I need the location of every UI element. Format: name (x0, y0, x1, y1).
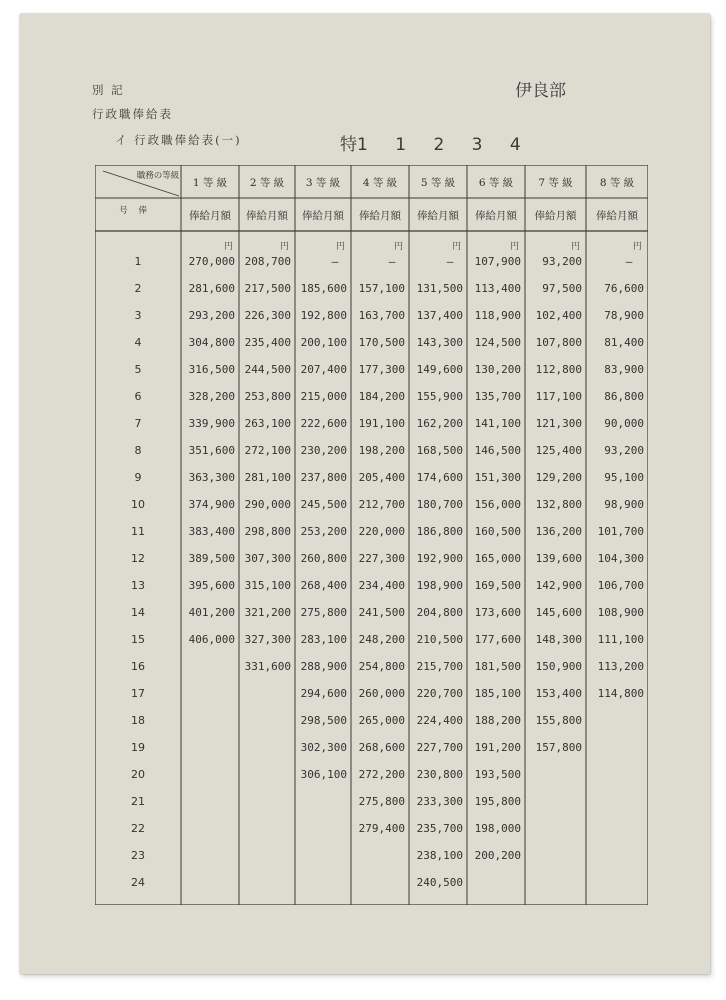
salary-cell: 125,400 (535, 444, 582, 457)
monthly-salary-header-1: 俸給月額 (189, 210, 231, 222)
step-number: 3 (134, 309, 142, 322)
monthly-salary-header-2: 俸給月額 (246, 210, 288, 222)
monthly-salary-header-5: 俸給月額 (417, 210, 459, 222)
salary-cell: 114,800 (597, 687, 644, 700)
salary-cell: 401,200 (188, 606, 235, 619)
salary-cell: 241,500 (358, 606, 405, 619)
salary-cell: 248,200 (358, 633, 405, 646)
salary-cell: 117,100 (535, 390, 582, 403)
salary-cell: 191,100 (358, 417, 405, 430)
salary-cell: 244,500 (244, 363, 291, 376)
salary-cell: 208,700 (244, 255, 291, 268)
salary-cell: 272,100 (244, 444, 291, 457)
salary-cell: 207,400 (300, 363, 347, 376)
salary-cell: 143,300 (416, 336, 463, 349)
salary-cell: 275,800 (300, 606, 347, 619)
salary-cell: 108,900 (597, 606, 644, 619)
yen-unit-label: 円 (393, 242, 403, 252)
salary-cell: 383,400 (188, 525, 235, 538)
salary-cell: 104,300 (597, 552, 644, 565)
salary-cell: 195,800 (474, 795, 521, 808)
salary-cell: 226,300 (244, 309, 291, 322)
salary-cell: 185,600 (300, 282, 347, 295)
salary-cell: 121,300 (535, 417, 582, 430)
salary-cell: 351,600 (188, 444, 235, 457)
step-number: 5 (134, 363, 142, 376)
step-number: 10 (131, 498, 145, 511)
monthly-salary-header-6: 俸給月額 (475, 210, 517, 222)
salary-cell: 102,400 (535, 309, 582, 322)
step-number: 20 (131, 768, 145, 781)
salary-cell: 235,400 (244, 336, 291, 349)
salary-cell: 294,600 (300, 687, 347, 700)
step-number: 6 (134, 390, 142, 403)
salary-cell: 149,600 (416, 363, 463, 376)
salary-cell: 234,400 (358, 579, 405, 592)
monthly-salary-header-3: 俸給月額 (302, 210, 344, 222)
salary-cell: 237,800 (300, 471, 347, 484)
salary-cell: 118,900 (474, 309, 521, 322)
salary-cell: 148,300 (535, 633, 582, 646)
grade-corner-label: 職務の等級 (136, 171, 180, 181)
salary-cell: 157,800 (535, 741, 582, 754)
salary-cell: 86,800 (604, 390, 644, 403)
salary-cell: 124,500 (474, 336, 521, 349)
salary-cell: 155,900 (416, 390, 463, 403)
salary-cell: 198,000 (474, 822, 521, 835)
salary-cell: 205,400 (358, 471, 405, 484)
salary-cell: 78,900 (604, 309, 644, 322)
salary-cell: 113,400 (474, 282, 521, 295)
salary-cell: 302,300 (300, 741, 347, 754)
salary-cell: 165,000 (474, 552, 521, 565)
salary-cell: 374,900 (188, 498, 235, 511)
salary-cell: 270,000 (188, 255, 235, 268)
salary-cell: 363,300 (188, 471, 235, 484)
grade-header-7: 7 等 級 (538, 177, 573, 189)
salary-cell: 186,800 (416, 525, 463, 538)
salary-cell: 406,000 (188, 633, 235, 646)
salary-cell: 145,600 (535, 606, 582, 619)
salary-cell: 177,300 (358, 363, 405, 376)
salary-cell: 76,600 (604, 282, 644, 295)
salary-cell: 298,800 (244, 525, 291, 538)
salary-cell: 307,300 (244, 552, 291, 565)
handwritten-note: 伊良部 (515, 81, 566, 101)
salary-cell: 137,400 (416, 309, 463, 322)
salary-cell: 130,200 (474, 363, 521, 376)
salary-cell: 191,200 (474, 741, 521, 754)
salary-cell: 316,500 (188, 363, 235, 376)
salary-cell: 98,900 (604, 498, 644, 511)
salary-cell: 331,600 (244, 660, 291, 673)
grade-header-3: 3 等 級 (305, 177, 341, 189)
salary-cell: 306,100 (300, 768, 347, 781)
step-number: 24 (131, 876, 145, 889)
step-number: 11 (131, 525, 145, 538)
salary-cell: 217,500 (244, 282, 291, 295)
salary-cell: 253,800 (244, 390, 291, 403)
salary-cell: 200,100 (300, 336, 347, 349)
salary-cell: 101,700 (597, 525, 644, 538)
salary-cell: 281,100 (244, 471, 291, 484)
salary-cell: 193,500 (474, 768, 521, 781)
step-number: 22 (131, 822, 145, 835)
salary-cell: 215,700 (416, 660, 463, 673)
annex-label: 別 記 (92, 83, 125, 97)
salary-cell: 112,800 (535, 363, 582, 376)
grade-header-6: 6 等 級 (478, 177, 514, 189)
salary-cell: 111,100 (597, 633, 644, 646)
salary-cell: 265,000 (358, 714, 405, 727)
yen-unit-label: 円 (279, 242, 289, 252)
salary-cell: 212,700 (358, 498, 405, 511)
salary-cell: 260,800 (300, 552, 347, 565)
salary-table (95, 165, 648, 905)
salary-cell: 233,300 (416, 795, 463, 808)
salary-cell: 107,800 (535, 336, 582, 349)
grade-header-2: 2 等 級 (249, 177, 285, 189)
step-number: 7 (134, 417, 142, 430)
salary-cell: 139,600 (535, 552, 582, 565)
salary-cell: 106,700 (597, 579, 644, 592)
salary-cell: 160,500 (474, 525, 521, 538)
step-number: 23 (131, 849, 145, 862)
salary-cell: 157,100 (358, 282, 405, 295)
salary-cell: 222,600 (300, 417, 347, 430)
salary-cell: 339,900 (188, 417, 235, 430)
salary-cell: 215,000 (300, 390, 347, 403)
salary-cell: 142,900 (535, 579, 582, 592)
salary-cell: 238,100 (416, 849, 463, 862)
paper-sheet (20, 14, 710, 974)
yen-unit-label: 円 (335, 242, 345, 252)
step-number: 2 (134, 282, 142, 295)
salary-cell: 169,500 (474, 579, 521, 592)
salary-cell: 395,600 (188, 579, 235, 592)
grade-header-1: 1 等 級 (192, 177, 228, 189)
salary-cell: 135,700 (474, 390, 521, 403)
salary-cell: 288,900 (300, 660, 347, 673)
salary-cell: 184,200 (358, 390, 405, 403)
table-title: イ 行政職俸給表(一) (115, 133, 242, 147)
salary-cell: 150,900 (535, 660, 582, 673)
step-number: 1 (134, 255, 142, 268)
salary-cell: 220,700 (416, 687, 463, 700)
salary-cell: 93,200 (542, 255, 582, 268)
salary-cell: 188,200 (474, 714, 521, 727)
salary-cell: 268,600 (358, 741, 405, 754)
salary-cell: 321,200 (244, 606, 291, 619)
salary-cell: 173,600 (474, 606, 521, 619)
salary-cell: 298,500 (300, 714, 347, 727)
salary-cell: 198,900 (416, 579, 463, 592)
salary-cell: 254,800 (358, 660, 405, 673)
salary-cell: 304,800 (188, 336, 235, 349)
salary-cell: 132,800 (535, 498, 582, 511)
step-number: 12 (131, 552, 145, 565)
salary-cell: 227,300 (358, 552, 405, 565)
salary-cell: 93,200 (604, 444, 644, 457)
salary-cell: 227,700 (416, 741, 463, 754)
salary-cell: 141,100 (474, 417, 521, 430)
yen-unit-label: 円 (632, 242, 642, 252)
salary-cell: — (388, 255, 396, 268)
step-number: 14 (131, 606, 145, 619)
salary-cell: 90,000 (604, 417, 644, 430)
salary-cell: 156,000 (474, 498, 521, 511)
salary-cell: 230,200 (300, 444, 347, 457)
grade-header-8: 8 等 級 (599, 177, 635, 189)
salary-cell: 235,700 (416, 822, 463, 835)
salary-cell: 170,500 (358, 336, 405, 349)
salary-cell: 192,900 (416, 552, 463, 565)
step-number: 8 (134, 444, 142, 457)
salary-cell: 180,700 (416, 498, 463, 511)
table-group-title: 行政職俸給表 (92, 107, 173, 121)
salary-cell: 181,500 (474, 660, 521, 673)
salary-cell: 275,800 (358, 795, 405, 808)
step-number: 16 (131, 660, 145, 673)
step-number: 17 (131, 687, 145, 700)
salary-cell: 177,600 (474, 633, 521, 646)
salary-cell: 389,500 (188, 552, 235, 565)
salary-cell: 328,200 (188, 390, 235, 403)
salary-cell: 83,900 (604, 363, 644, 376)
salary-cell: 204,800 (416, 606, 463, 619)
yen-unit-label: 円 (451, 242, 461, 252)
salary-cell: 129,200 (535, 471, 582, 484)
salary-cell: 185,100 (474, 687, 521, 700)
salary-cell: 113,200 (597, 660, 644, 673)
salary-cell: 153,400 (535, 687, 582, 700)
salary-cell: 253,200 (300, 525, 347, 538)
salary-cell: 210,500 (416, 633, 463, 646)
salary-cell: 192,800 (300, 309, 347, 322)
salary-cell: — (446, 255, 454, 268)
yen-unit-label: 円 (570, 242, 580, 252)
salary-cell: 162,200 (416, 417, 463, 430)
salary-cell: 95,100 (604, 471, 644, 484)
salary-cell: 107,900 (474, 255, 521, 268)
handwritten-grade-notes: 特1 1 2 3 4 (340, 135, 521, 155)
salary-cell: 315,100 (244, 579, 291, 592)
yen-unit-label: 円 (223, 242, 233, 252)
salary-cell: 283,100 (300, 633, 347, 646)
salary-cell: 279,400 (358, 822, 405, 835)
salary-cell: 136,200 (535, 525, 582, 538)
salary-cell: 168,500 (416, 444, 463, 457)
salary-cell: 245,500 (300, 498, 347, 511)
step-number: 13 (131, 579, 145, 592)
step-number: 21 (131, 795, 145, 808)
salary-cell: 327,300 (244, 633, 291, 646)
salary-cell: 281,600 (188, 282, 235, 295)
salary-cell: 268,400 (300, 579, 347, 592)
monthly-salary-header-8: 俸給月額 (596, 210, 638, 222)
yen-unit-label: 円 (509, 242, 519, 252)
step-number: 19 (131, 741, 145, 754)
monthly-salary-header-7: 俸給月額 (534, 210, 577, 222)
step-corner-label: 号 俸 (119, 206, 151, 216)
salary-cell: 260,000 (358, 687, 405, 700)
salary-cell: 155,800 (535, 714, 582, 727)
salary-cell: 240,500 (416, 876, 463, 889)
step-number: 9 (134, 471, 142, 484)
grade-header-5: 5 等 級 (420, 177, 456, 189)
salary-cell: 198,200 (358, 444, 405, 457)
step-number: 15 (131, 633, 145, 646)
salary-cell: 290,000 (244, 498, 291, 511)
salary-cell: 263,100 (244, 417, 291, 430)
salary-cell: 220,000 (358, 525, 405, 538)
salary-cell: 230,800 (416, 768, 463, 781)
step-number: 18 (131, 714, 145, 727)
step-number: 4 (134, 336, 142, 349)
salary-cell: 81,400 (604, 336, 644, 349)
salary-cell: 146,500 (474, 444, 521, 457)
salary-cell: 163,700 (358, 309, 405, 322)
salary-cell: 200,200 (474, 849, 521, 862)
salary-cell: — (331, 255, 339, 268)
salary-cell: 151,300 (474, 471, 521, 484)
salary-cell: 131,500 (416, 282, 463, 295)
salary-cell: 272,200 (358, 768, 405, 781)
salary-cell: 97,500 (542, 282, 582, 295)
salary-cell: 174,600 (416, 471, 463, 484)
salary-cell: 293,200 (188, 309, 235, 322)
salary-cell: — (625, 255, 633, 268)
monthly-salary-header-4: 俸給月額 (359, 210, 401, 222)
salary-cell: 224,400 (416, 714, 463, 727)
grade-header-4: 4 等 級 (362, 177, 398, 189)
